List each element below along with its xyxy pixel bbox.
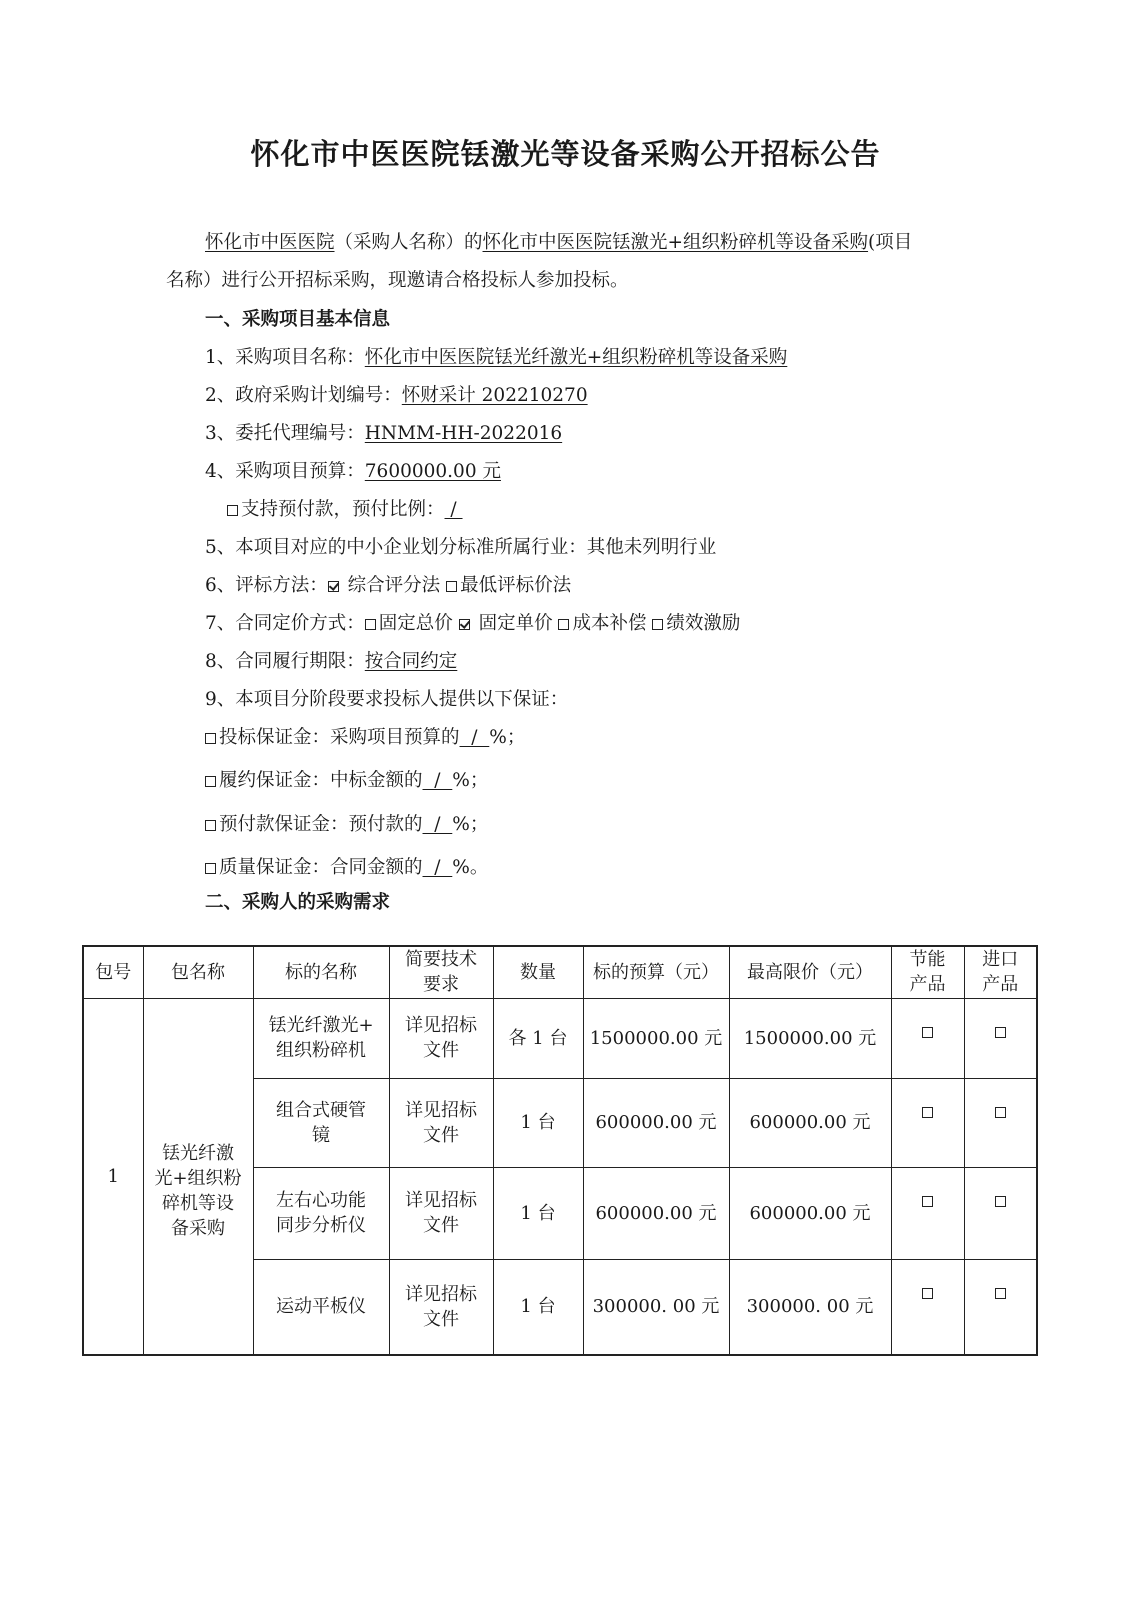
import-product-checkbox[interactable] bbox=[995, 1288, 1006, 1299]
intro-line-1 bbox=[205, 230, 912, 256]
section1-heading: 一、采购项目基本信息 bbox=[205, 309, 391, 330]
guarantee-prepay bbox=[205, 812, 488, 838]
guarantee-bid bbox=[205, 725, 525, 751]
cell-budget: 300000. 00 元 bbox=[583, 1259, 729, 1355]
page-title: 怀化市中医医院铥激光等设备采购公开招标公告 bbox=[250, 137, 881, 171]
item-6-opt1: 综合评分法 bbox=[347, 575, 441, 596]
g2-blank: / bbox=[422, 770, 453, 791]
import-product-checkbox[interactable] bbox=[995, 1107, 1006, 1118]
item-1-label: 1、采购项目名称： bbox=[205, 347, 365, 368]
cell-qty: 1 台 bbox=[493, 1167, 583, 1259]
header-energy-line2: 产品 bbox=[909, 974, 946, 996]
tech-line2: 文件 bbox=[423, 1308, 459, 1330]
item-8 bbox=[205, 649, 457, 675]
item-4 bbox=[205, 459, 501, 485]
item-8-value: 按合同约定 bbox=[364, 651, 458, 672]
item-7-opt3: 成本补偿 bbox=[572, 613, 647, 634]
item-7-opt4: 绩效激励 bbox=[666, 613, 741, 634]
item-4-value: 7600000.00 元 bbox=[364, 461, 501, 482]
cell-energy bbox=[891, 1259, 964, 1355]
cell-item-name bbox=[253, 1167, 389, 1259]
item-name-line1: 铥光纤激光+ bbox=[268, 1015, 374, 1036]
energy-saving-checkbox[interactable] bbox=[922, 1027, 933, 1038]
cell-budget: 1500000.00 元 bbox=[583, 998, 729, 1078]
tech-line2: 文件 bbox=[423, 1040, 459, 1061]
prepay-line bbox=[227, 497, 463, 523]
quality-guarantee-checkbox[interactable] bbox=[205, 863, 216, 874]
cell-max-price: 600000.00 元 bbox=[729, 1167, 891, 1259]
cell-energy bbox=[891, 1078, 964, 1167]
item-name-line1: 运动平板仪 bbox=[276, 1296, 366, 1318]
import-product-checkbox[interactable] bbox=[995, 1027, 1006, 1038]
item-6 bbox=[205, 573, 571, 599]
g1-blank: / bbox=[459, 727, 490, 748]
tech-line1: 详见招标 bbox=[405, 1190, 477, 1211]
cell-tech bbox=[389, 1167, 493, 1259]
cell-energy bbox=[891, 998, 964, 1078]
guarantee-quality bbox=[205, 855, 488, 881]
lowest-price-checkbox[interactable] bbox=[446, 581, 457, 592]
item-7 bbox=[205, 611, 740, 637]
item-4-label: 4、采购项目预算： bbox=[205, 461, 365, 482]
performance-guarantee-checkbox[interactable] bbox=[205, 776, 216, 787]
cell-max-price: 300000. 00 元 bbox=[729, 1259, 891, 1355]
cell-import bbox=[964, 1078, 1037, 1167]
g4-blank: / bbox=[422, 857, 453, 878]
performance-incentive-checkbox[interactable] bbox=[652, 619, 663, 630]
energy-saving-checkbox[interactable] bbox=[922, 1288, 933, 1299]
prepay-text: 支持预付款，预付比例： bbox=[241, 499, 445, 520]
cell-import bbox=[964, 998, 1037, 1078]
cell-pkg-no: 1 bbox=[83, 998, 143, 1355]
header-qty: 数量 bbox=[493, 946, 583, 998]
header-item-name: 标的名称 bbox=[253, 946, 389, 998]
cell-max-price: 600000.00 元 bbox=[729, 1078, 891, 1167]
header-tech-line1: 简要技术 bbox=[405, 949, 477, 971]
item-7-label: 7、合同定价方式： bbox=[205, 613, 365, 634]
tech-line2: 文件 bbox=[423, 1124, 459, 1146]
g4-text: 质量保证金：合同金额的 bbox=[219, 857, 423, 878]
header-import bbox=[964, 946, 1037, 998]
cell-qty: 1 台 bbox=[493, 1259, 583, 1355]
item-2-label: 2、政府采购计划编号： bbox=[205, 385, 402, 406]
requirements-table bbox=[82, 945, 1038, 1356]
item-9: 9、本项目分阶段要求投标人提供以下保证： bbox=[205, 689, 569, 710]
header-budget: 标的预算（元） bbox=[583, 946, 729, 998]
cell-item-name bbox=[253, 1259, 389, 1355]
cell-item-name bbox=[253, 998, 389, 1078]
header-max-price: 最高限价（元） bbox=[729, 946, 891, 998]
fixed-unit-checkbox[interactable] bbox=[459, 619, 470, 630]
prepay-checkbox[interactable] bbox=[227, 505, 238, 516]
header-energy bbox=[891, 946, 964, 998]
g4-suffix: %。 bbox=[452, 857, 489, 878]
item-5: 5、本项目对应的中小企业划分标准所属行业：其他未列明行业 bbox=[205, 537, 717, 558]
item-8-label: 8、合同履行期限： bbox=[205, 651, 365, 672]
tech-line2: 文件 bbox=[423, 1215, 459, 1236]
pkg-name-line: 备采购 bbox=[171, 1218, 225, 1240]
cell-energy bbox=[891, 1167, 964, 1259]
cell-budget: 600000.00 元 bbox=[583, 1167, 729, 1259]
item-name-line1: 组合式硬管 bbox=[276, 1099, 366, 1121]
tech-line1: 详见招标 bbox=[405, 1015, 477, 1036]
cell-tech bbox=[389, 1078, 493, 1167]
prepay-value: / bbox=[444, 499, 463, 520]
header-pkg-name: 包名称 bbox=[143, 946, 253, 998]
cell-item-name bbox=[253, 1078, 389, 1167]
fixed-total-checkbox[interactable] bbox=[365, 619, 376, 630]
item-6-label: 6、评标方法： bbox=[205, 575, 328, 596]
guarantee-performance bbox=[205, 768, 488, 794]
header-tech bbox=[389, 946, 493, 998]
header-tech-line2: 要求 bbox=[423, 974, 459, 996]
bid-guarantee-checkbox[interactable] bbox=[205, 733, 216, 744]
item-name-line2: 镜 bbox=[312, 1124, 330, 1146]
cell-budget: 600000.00 元 bbox=[583, 1078, 729, 1167]
item-3 bbox=[205, 421, 562, 447]
g3-blank: / bbox=[422, 814, 453, 835]
header-energy-line1: 节能 bbox=[909, 949, 946, 971]
purchaser-note: （采购人名称）的 bbox=[334, 232, 483, 253]
cell-pkg-name bbox=[143, 998, 253, 1355]
header-import-line1: 进口 bbox=[982, 949, 1019, 971]
item-7-opt2: 固定单价 bbox=[478, 613, 553, 634]
intro-line-2: 名称）进行公开招标采购，现邀请合格投标人参加投标。 bbox=[166, 270, 629, 291]
g1-suffix: %； bbox=[489, 727, 526, 748]
item-1-value: 怀化市中医医院铥光纤激光+组织粉碎机等设备采购 bbox=[364, 347, 788, 368]
cell-max-price: 1500000.00 元 bbox=[729, 998, 891, 1078]
item-2-value: 怀财采计 202210270 bbox=[401, 385, 588, 406]
item-name-line2: 同步分析仪 bbox=[276, 1215, 366, 1236]
header-import-line2: 产品 bbox=[982, 974, 1019, 996]
g3-suffix: %； bbox=[452, 814, 489, 835]
cell-import bbox=[964, 1167, 1037, 1259]
table-header-row bbox=[83, 946, 1037, 998]
item-name-line1: 左右心功能 bbox=[276, 1190, 366, 1211]
g3-text: 预付款保证金：预付款的 bbox=[219, 814, 423, 835]
item-2 bbox=[205, 383, 588, 409]
pkg-name-line: 光+组织粉 bbox=[154, 1168, 242, 1190]
energy-saving-checkbox[interactable] bbox=[922, 1196, 933, 1207]
g2-text: 履约保证金：中标金额的 bbox=[219, 770, 423, 791]
comprehensive-score-checkbox[interactable] bbox=[328, 581, 339, 592]
section2-heading: 二、采购人的采购需求 bbox=[205, 892, 391, 913]
prepay-guarantee-checkbox[interactable] bbox=[205, 820, 216, 831]
item-1 bbox=[205, 345, 787, 371]
cell-qty: 1 台 bbox=[493, 1078, 583, 1167]
g2-suffix: %； bbox=[452, 770, 489, 791]
cell-import bbox=[964, 1259, 1037, 1355]
cost-compensation-checkbox[interactable] bbox=[558, 619, 569, 630]
import-product-checkbox[interactable] bbox=[995, 1196, 1006, 1207]
item-3-value: HNMM-HH-2022016 bbox=[364, 423, 563, 444]
cell-tech bbox=[389, 998, 493, 1078]
item-name-line2: 组织粉碎机 bbox=[276, 1040, 366, 1061]
pkg-name-line: 碎机等设 bbox=[162, 1193, 234, 1215]
table-row bbox=[83, 998, 1037, 1078]
cell-qty: 各 1 台 bbox=[493, 998, 583, 1078]
purchaser-name: 怀化市中医医院 bbox=[205, 232, 335, 253]
energy-saving-checkbox[interactable] bbox=[922, 1107, 933, 1118]
header-pkg-no: 包号 bbox=[83, 946, 143, 998]
item-6-opt2: 最低评标价法 bbox=[460, 575, 572, 596]
project-name: 怀化市中医医院铥激光+组织粉碎机等设备采购 bbox=[482, 232, 869, 253]
cell-tech bbox=[389, 1259, 493, 1355]
tech-line1: 详见招标 bbox=[405, 1099, 477, 1121]
pkg-name-line: 铥光纤激 bbox=[162, 1143, 234, 1165]
item-3-label: 3、委托代理编号： bbox=[205, 423, 365, 444]
tech-line1: 详见招标 bbox=[405, 1283, 477, 1305]
g1-text: 投标保证金：采购项目预算的 bbox=[219, 727, 460, 748]
project-note: (项目 bbox=[868, 232, 913, 253]
item-7-opt1: 固定总价 bbox=[378, 613, 453, 634]
